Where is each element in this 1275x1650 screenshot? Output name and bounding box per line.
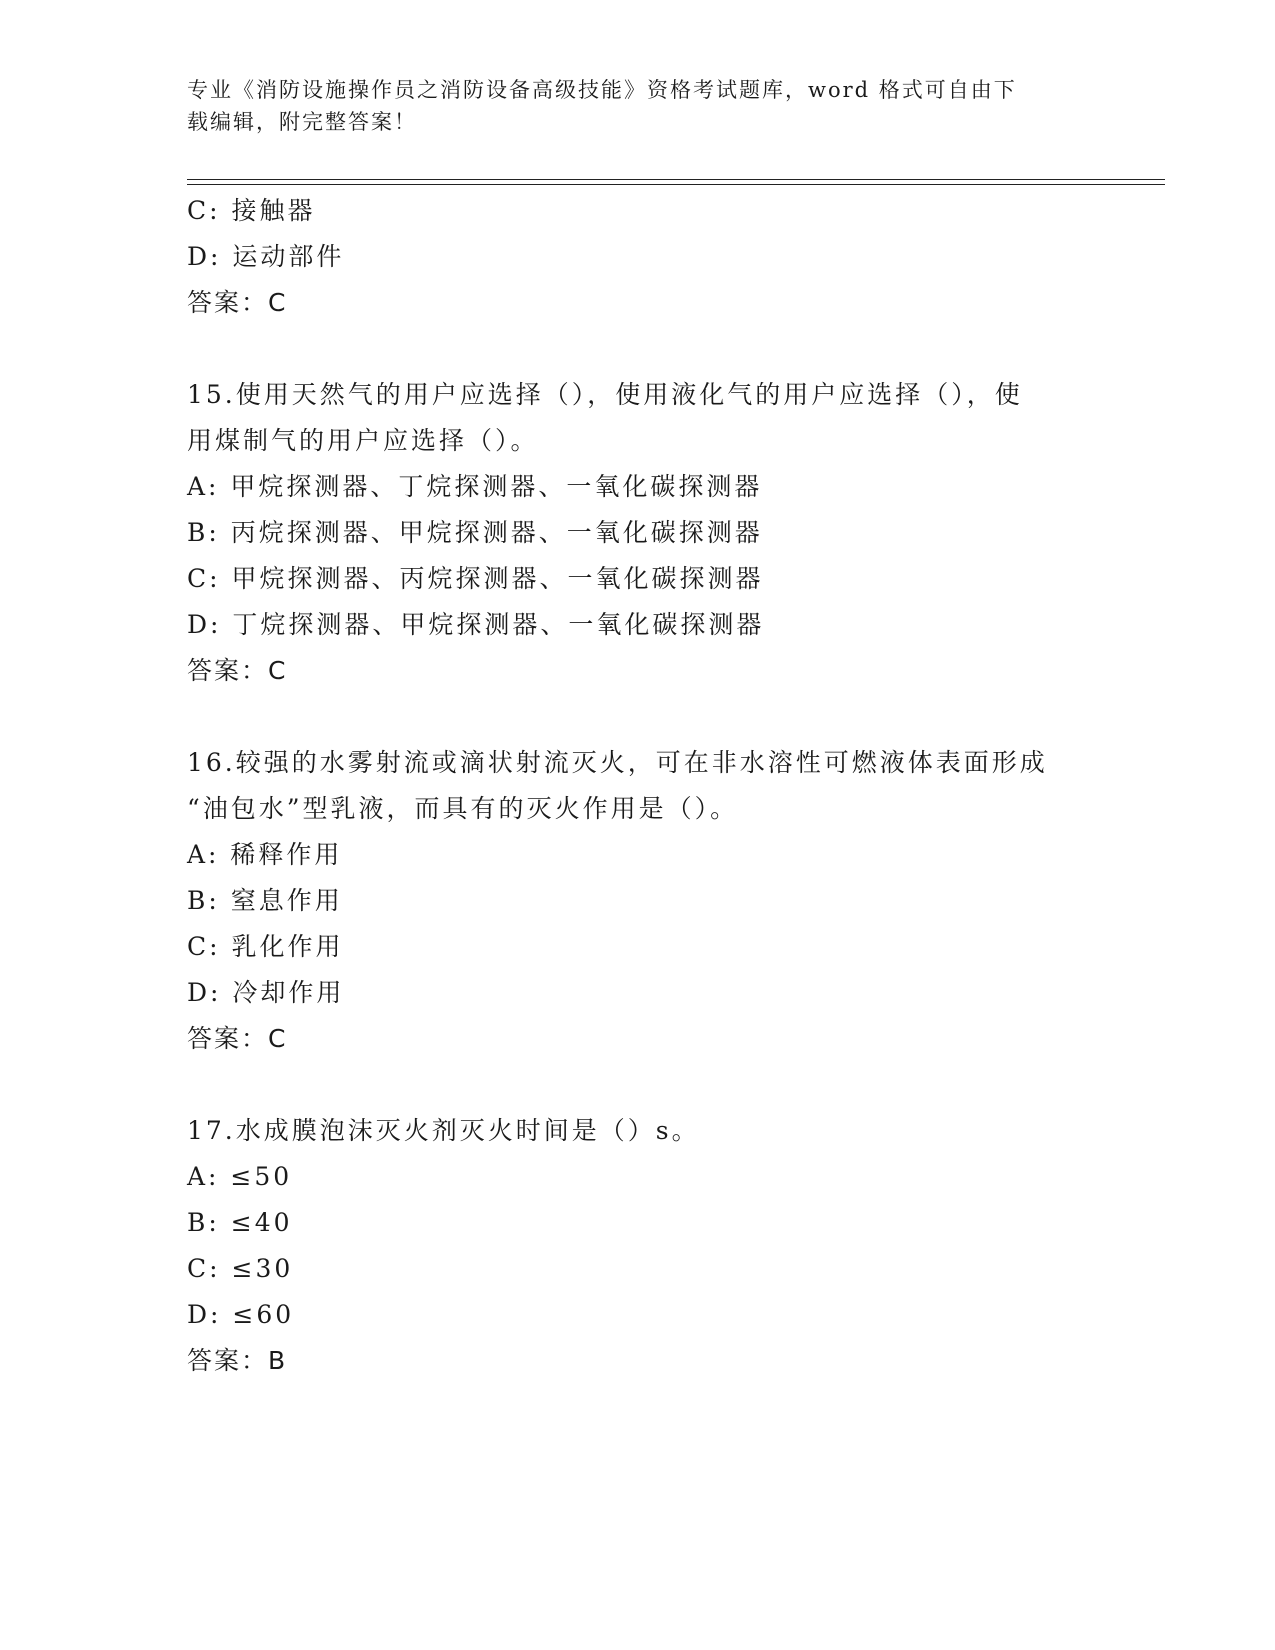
option-c: C: 乳化作用 [187, 932, 344, 961]
document-body [187, 188, 1087, 1384]
header-divider-bottom [187, 184, 1165, 185]
spacer [187, 694, 1087, 740]
header-line-1: 专业《消防设施操作员之消防设备高级技能》资格考试题库，word 格式可自由下 [187, 78, 1017, 102]
option-a: A: 稀释作用 [187, 840, 343, 869]
question-stem-line-1: 15.使用天然气的用户应选择（），使用液化气的用户应选择（），使 [187, 380, 1023, 409]
document-header [187, 74, 1087, 138]
option-d: D: 丁烷探测器、甲烷探测器、一氧化碳探测器 [187, 610, 765, 639]
question-17 [187, 1108, 1087, 1384]
question-stem-line-2: “油包水”型乳液，而具有的灭火作用是（）。 [187, 794, 739, 823]
option-b: B: ≤40 [187, 1208, 293, 1237]
question-16 [187, 740, 1087, 1062]
option-a: A: 甲烷探测器、丁烷探测器、一氧化碳探测器 [187, 472, 763, 501]
header-divider-top [187, 179, 1165, 180]
option-c: C: 甲烷探测器、丙烷探测器、一氧化碳探测器 [187, 564, 764, 593]
previous-question-tail [187, 188, 1087, 326]
question-15 [187, 372, 1087, 694]
answer-line: 答案：C [187, 288, 288, 317]
option-c: C: 接触器 [187, 196, 316, 225]
spacer [187, 1062, 1087, 1108]
option-d: D: 冷却作用 [187, 978, 345, 1007]
option-d: D: ≤60 [187, 1300, 295, 1329]
answer-line: 答案：C [187, 656, 288, 685]
header-line-2: 载编辑，附完整答案！ [187, 110, 417, 134]
option-b: B: 丙烷探测器、甲烷探测器、一氧化碳探测器 [187, 518, 763, 547]
option-a: A: ≤50 [187, 1162, 293, 1191]
question-stem-line-2: 用煤制气的用户应选择（）。 [187, 426, 539, 455]
option-b: B: 窒息作用 [187, 886, 343, 915]
answer-line: 答案：C [187, 1024, 288, 1053]
question-stem-line-1: 16.较强的水雾射流或滴状射流灭火，可在非水溶性可燃液体表面形成 [187, 748, 1048, 777]
spacer [187, 326, 1087, 372]
option-d: D: 运动部件 [187, 242, 345, 271]
answer-line: 答案：B [187, 1346, 288, 1375]
option-c: C: ≤30 [187, 1254, 294, 1283]
question-stem-line-1: 17.水成膜泡沫灭火剂灭火时间是（）s。 [187, 1116, 700, 1145]
